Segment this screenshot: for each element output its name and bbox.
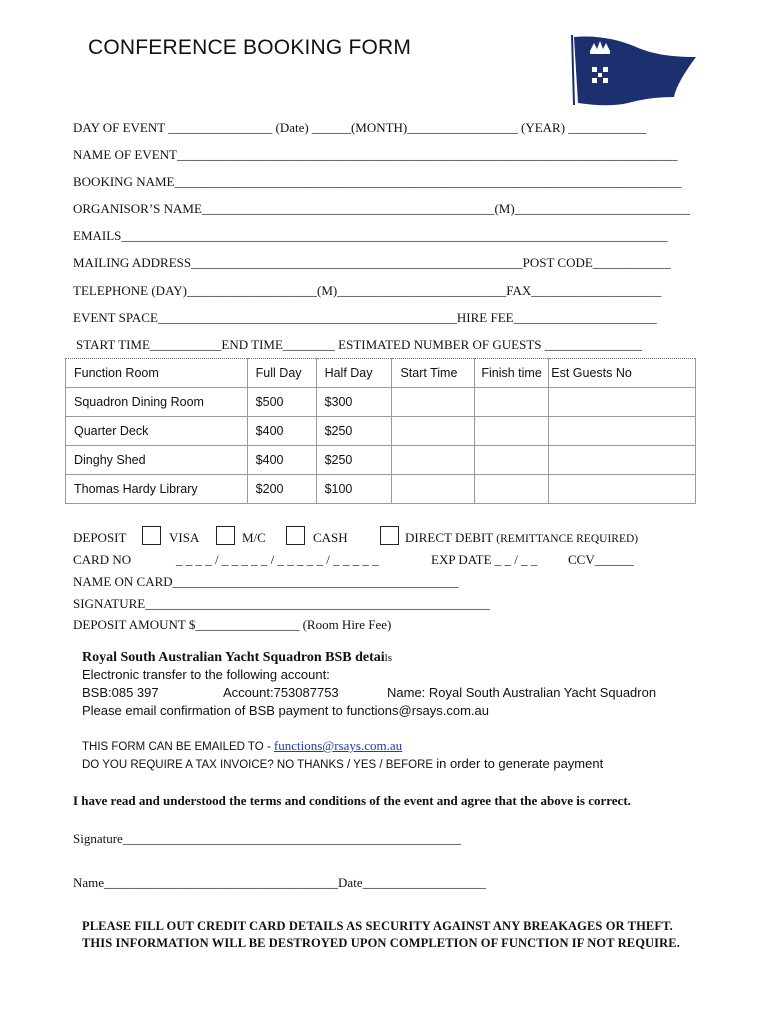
function-room-table bbox=[65, 358, 696, 504]
direct-debit-checkbox[interactable] bbox=[380, 526, 399, 545]
finish-time-cell[interactable] bbox=[475, 475, 549, 504]
mailing-address-label: MAILING ADDRESS___________________________________________________ bbox=[73, 255, 523, 270]
start-time-row[interactable] bbox=[76, 337, 642, 353]
organisor-name-label: ORGANISOR’S NAME_____________________________________________ bbox=[73, 201, 495, 216]
flag-logo-icon bbox=[566, 33, 698, 109]
ccv-field[interactable]: CCV______ bbox=[568, 552, 634, 567]
table-row bbox=[66, 475, 696, 504]
day-of-event-field[interactable] bbox=[73, 120, 646, 136]
tax-invoice-question[interactable] bbox=[82, 756, 603, 771]
mailing-address-field[interactable] bbox=[73, 255, 671, 271]
table-header-row bbox=[66, 359, 696, 388]
agreement-date-field[interactable]: Date___________________ bbox=[338, 875, 487, 890]
organisor-field[interactable] bbox=[73, 201, 690, 217]
card-number-field[interactable]: _ _ _ _ / _ _ _ _ _ / _ _ _ _ _ / _ _ _ _ _ bbox=[176, 552, 379, 567]
finish-time-cell[interactable] bbox=[475, 417, 549, 446]
day-of-event-label: DAY OF EVENT ________________ bbox=[73, 120, 273, 135]
est-guests-cell[interactable] bbox=[549, 446, 696, 475]
est-guests-cell[interactable] bbox=[549, 417, 696, 446]
bsb-heading-text: Royal South Australian Yacht Squadron BSB detai bbox=[82, 650, 385, 665]
finish-time-cell[interactable] bbox=[475, 446, 549, 475]
agreement-signature-field[interactable]: Signature____________________________________________________ bbox=[73, 831, 461, 846]
year-label: (YEAR) ____________ bbox=[521, 120, 647, 135]
table-header: Function Room bbox=[66, 359, 248, 388]
full-day-price: $500 bbox=[247, 388, 316, 417]
event-space-label: EVENT SPACE______________________________________________ bbox=[73, 310, 457, 325]
table-header: Est Guests No bbox=[549, 359, 696, 388]
name-of-event-field[interactable]: NAME OF EVENT_____________________________________________________________________________ bbox=[73, 147, 678, 162]
half-day-price: $250 bbox=[316, 446, 392, 475]
agreement-name-field[interactable]: Name____________________________________ bbox=[73, 875, 339, 890]
half-day-price: $100 bbox=[316, 475, 392, 504]
event-space-field[interactable] bbox=[73, 310, 657, 326]
post-code-label: POST CODE____________ bbox=[522, 255, 671, 270]
visa-label: VISA bbox=[169, 530, 200, 545]
month-label: (MONTH)_________________ bbox=[350, 120, 522, 135]
direct-debit-text bbox=[405, 530, 638, 546]
account-name: Name: Royal South Australian Yacht Squadron bbox=[387, 685, 657, 700]
room-name: Thomas Hardy Library bbox=[66, 475, 248, 504]
bsb-transfer-text: Electronic transfer to the following account: bbox=[82, 667, 330, 682]
functions-email-link[interactable]: functions@rsays.com.au bbox=[273, 738, 403, 753]
bsb-heading bbox=[82, 650, 392, 666]
visa-checkbox[interactable] bbox=[142, 526, 161, 545]
table-header: Start Time bbox=[392, 359, 475, 388]
est-guests-cell[interactable] bbox=[549, 475, 696, 504]
table-header: Full Day bbox=[247, 359, 316, 388]
cash-label: CASH bbox=[313, 530, 348, 545]
tax-invoice-text: DO YOU REQUIRE A TAX INVOICE? NO THANKS / YES / BEFORE bbox=[82, 759, 437, 771]
security-warning-line1: PLEASE FILL OUT CREDIT CARD DETAILS AS SECURITY AGAINST ANY BREAKAGES OR THEFT. bbox=[82, 919, 673, 933]
card-no-label: CARD NO bbox=[73, 552, 132, 567]
agreement-statement: I have read and understood the terms and conditions of the event and agree that the above is correct. bbox=[73, 793, 631, 808]
start-time-cell[interactable] bbox=[392, 417, 475, 446]
half-day-price: $250 bbox=[316, 417, 392, 446]
organisor-mobile-label: (M)___________________________ bbox=[494, 201, 691, 216]
table-header: Finish time bbox=[475, 359, 549, 388]
mc-checkbox[interactable] bbox=[216, 526, 235, 545]
direct-debit-label: DIRECT DEBIT bbox=[405, 530, 493, 545]
email-note-prefix: THIS FORM CAN BE EMAILED TO - bbox=[82, 741, 274, 753]
full-day-price: $400 bbox=[247, 417, 316, 446]
emails-field[interactable]: EMAILS____________________________________________________________________________________ bbox=[73, 228, 668, 243]
fax-label: FAX____________________ bbox=[506, 283, 662, 298]
start-time-cell[interactable] bbox=[392, 388, 475, 417]
bsb-confirmation: Please email confirmation of BSB payment to functions@rsays.com.au bbox=[82, 703, 489, 718]
telephone-field[interactable] bbox=[73, 283, 661, 299]
guests-label: ESTIMATED NUMBER OF GUESTS _______________ bbox=[334, 337, 643, 352]
hire-fee-label: HIRE FEE______________________ bbox=[456, 310, 657, 325]
finish-time-cell[interactable] bbox=[475, 388, 549, 417]
room-name: Quarter Deck bbox=[66, 417, 248, 446]
tax-invoice-tail: in order to generate payment bbox=[436, 756, 604, 771]
start-time-label: START TIME___________ bbox=[76, 337, 222, 352]
agreement-name-row[interactable] bbox=[73, 875, 486, 891]
room-name: Dinghy Shed bbox=[66, 446, 248, 475]
deposit-amount-field[interactable]: DEPOSIT AMOUNT $________________ (Room Hire Fee) bbox=[73, 617, 392, 632]
booking-name-field[interactable]: BOOKING NAME______________________________________________________________________________ bbox=[73, 174, 682, 189]
deposit-label: DEPOSIT bbox=[73, 530, 127, 545]
start-time-cell[interactable] bbox=[392, 446, 475, 475]
telephone-mobile-label: (M)__________________________ bbox=[316, 283, 507, 298]
signature-field[interactable]: SIGNATURE_____________________________________________________ bbox=[73, 596, 490, 611]
date-label: (Date) ______ bbox=[275, 120, 351, 135]
start-time-cell[interactable] bbox=[392, 475, 475, 504]
table-row bbox=[66, 388, 696, 417]
remittance-note: (REMITTANCE REQUIRED) bbox=[496, 533, 639, 545]
bsb-heading-tail: ls bbox=[384, 652, 392, 664]
security-warning-line2: THIS INFORMATION WILL BE DESTROYED UPON COMPLETION OF FUNCTION IF NOT REQUIRE. bbox=[82, 936, 680, 950]
table-row bbox=[66, 446, 696, 475]
est-guests-cell[interactable] bbox=[549, 388, 696, 417]
full-day-price: $400 bbox=[247, 446, 316, 475]
full-day-price: $200 bbox=[247, 475, 316, 504]
table-row bbox=[66, 417, 696, 446]
table-header: Half Day bbox=[316, 359, 392, 388]
end-time-label: END TIME________ bbox=[221, 337, 335, 352]
page-title: CONFERENCE BOOKING FORM bbox=[88, 36, 412, 59]
telephone-day-label: TELEPHONE (DAY)____________________ bbox=[73, 283, 317, 298]
bsb-number: BSB:085 397 bbox=[82, 685, 159, 700]
half-day-price: $300 bbox=[316, 388, 392, 417]
exp-date-field[interactable]: EXP DATE _ _ / _ _ bbox=[431, 552, 538, 567]
mc-label: M/C bbox=[242, 530, 266, 545]
room-name: Squadron Dining Room bbox=[66, 388, 248, 417]
name-on-card-field[interactable]: NAME ON CARD____________________________________________ bbox=[73, 574, 459, 589]
cash-checkbox[interactable] bbox=[286, 526, 305, 545]
account-number: Account:753087753 bbox=[223, 685, 339, 700]
email-note bbox=[82, 738, 402, 754]
